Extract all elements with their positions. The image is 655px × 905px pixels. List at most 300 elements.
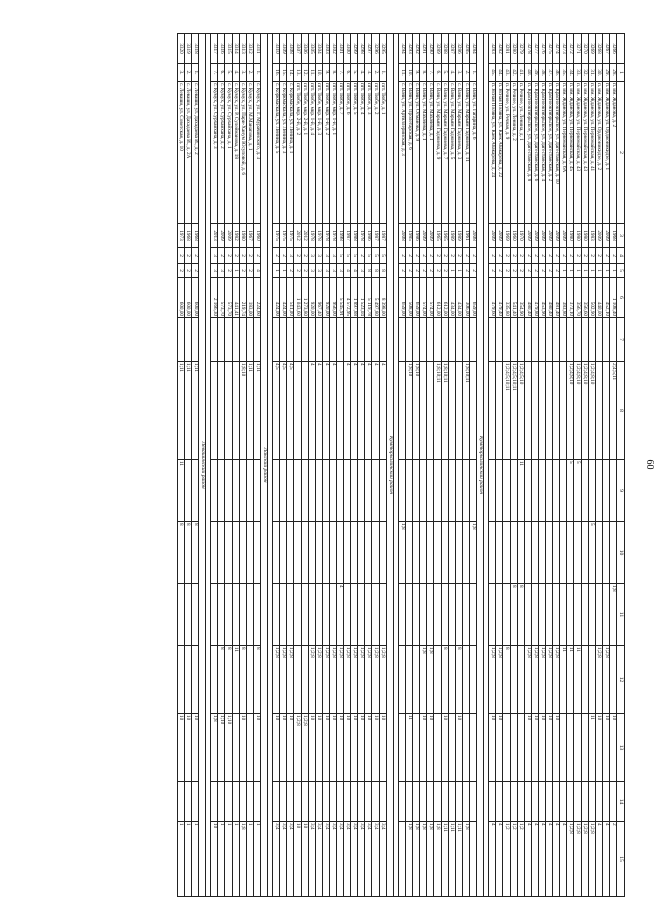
table-cell: пгт. Тюбе, мкр. 1-й, д. 2 <box>322 82 329 224</box>
table-cell: 2 <box>225 248 232 264</box>
table-cell: 6. <box>344 64 351 82</box>
table-cell: 1986 <box>413 224 420 248</box>
table-cell: 4 <box>524 822 531 897</box>
table-cell: 479,60 <box>489 278 496 318</box>
table-cell <box>287 460 294 522</box>
table-cell: 1965 <box>441 224 448 248</box>
table-cell <box>581 646 588 714</box>
table-cell <box>588 584 595 646</box>
table-cell <box>239 522 246 584</box>
table-cell: 1. <box>191 64 198 82</box>
table-cell: 1965 <box>434 224 441 248</box>
table-cell <box>531 318 538 362</box>
table-cell <box>420 584 427 646</box>
table-cell <box>609 318 616 362</box>
table-cell: 1961 <box>462 224 469 248</box>
table-cell: 2 <box>191 248 198 264</box>
table-cell <box>602 522 609 584</box>
table-cell: 2 <box>560 248 567 264</box>
table-cell: 35. <box>560 64 567 82</box>
table-cell <box>294 318 301 362</box>
table-cell: 1970 <box>517 224 524 248</box>
table-cell: 5. <box>225 64 232 82</box>
table-cell: 1980 <box>567 224 574 248</box>
table-cell: п. им. Жданова, д. 2 <box>609 82 616 224</box>
table-cell: 1 <box>448 264 455 278</box>
table-cell <box>294 522 301 584</box>
table-cell: 2 <box>294 264 301 278</box>
table-cell: 1;2;4;8;10 <box>588 362 595 460</box>
table-cell: 1;2;8 <box>372 646 379 714</box>
table-cell: 10 <box>287 714 294 782</box>
table-cell <box>225 460 232 522</box>
table-cell <box>517 646 524 714</box>
table-cell <box>344 318 351 362</box>
table-cell: 10 <box>420 714 427 782</box>
table-cell: 2 <box>441 264 448 278</box>
table-cell: 2 <box>406 264 413 278</box>
table-cell: 1;8;10;11 <box>441 362 448 460</box>
table-cell: 2 166,30 <box>211 278 218 318</box>
table-cell: 4 <box>344 362 351 460</box>
table-cell: 34. <box>567 64 574 82</box>
table-cell: 8 <box>441 646 448 714</box>
table-cell: 452,10 <box>602 278 609 318</box>
table-cell: п. им. Жданова, ул. Первомайская, д. 41 <box>588 82 595 224</box>
table-cell: 3;4 <box>344 822 351 897</box>
table-cell: 3 <box>287 248 294 264</box>
table-cell: п. им. Жданова, ул. Орджоникидзе, д. 2 <box>595 82 602 224</box>
table-cell <box>524 522 531 584</box>
table-cell <box>427 318 434 362</box>
table-cell <box>351 460 358 522</box>
table-cell: 1;2;4;8;10 <box>581 362 588 460</box>
table-cell: 2013 <box>211 224 218 248</box>
table-cell: с. Вачи, ул. Махачева, д. 1 <box>420 82 427 224</box>
table-cell: 10 <box>609 714 616 782</box>
table-cell <box>469 714 476 782</box>
table-cell: 10 <box>315 714 322 782</box>
table-cell: 10 <box>177 714 184 782</box>
table-cell <box>406 584 413 646</box>
table-row <box>496 34 503 897</box>
table-cell: 1 108,40 <box>609 278 616 318</box>
table-cell <box>441 782 448 822</box>
table-cell: 1 <box>595 264 602 278</box>
header-cell: 14 <box>617 782 625 822</box>
table-row <box>365 34 372 897</box>
table-row <box>294 34 301 897</box>
table-cell <box>553 584 560 646</box>
table-cell <box>211 782 218 822</box>
table-cell <box>406 782 413 822</box>
table-cell <box>280 460 287 522</box>
table-cell <box>239 782 246 822</box>
table-cell: 2;4;5;11 <box>609 362 616 460</box>
table-cell: 5 <box>379 248 386 264</box>
table-cell <box>567 522 574 584</box>
table-cell: 1;2;8 <box>322 646 329 714</box>
table-cell <box>602 362 609 460</box>
table-cell: 1;2;8 <box>301 714 308 782</box>
table-cell <box>434 318 441 362</box>
table-cell <box>538 782 545 822</box>
table-cell <box>337 362 344 460</box>
table-cell <box>177 318 184 362</box>
table-cell: 10 <box>595 714 602 782</box>
section-row <box>386 34 393 897</box>
table-cell: 36. <box>553 64 560 82</box>
table-cell: 2 <box>273 248 280 264</box>
table-row <box>510 34 517 897</box>
table-cell: 3;4 <box>351 822 358 897</box>
table-cell: 37. <box>546 64 553 82</box>
table-cell: 2 <box>406 248 413 264</box>
table-row <box>184 34 191 897</box>
table-row <box>337 34 344 897</box>
table-cell: 2 <box>574 248 581 264</box>
table-cell: пгт. Тюбе, д. 4 <box>358 82 365 224</box>
table-cell: с. Коркмаскала, ул. Ленина, д. 3 <box>280 82 287 224</box>
table-cell: 1;2;8 <box>273 646 280 714</box>
table-cell <box>588 460 595 522</box>
table-cell: 1;11 <box>184 362 191 460</box>
table-cell: 4 <box>546 822 553 897</box>
table-cell: 3281 <box>503 34 510 64</box>
table-cell: 4 <box>329 362 336 460</box>
section-row <box>198 34 205 897</box>
table-cell: 1;2;8 <box>538 646 545 714</box>
table-cell: 3320 <box>177 34 184 64</box>
table-cell: с. Кумух, ул. Сурхайхана, д. 2 <box>218 82 225 224</box>
table-row <box>448 34 455 897</box>
table-cell <box>211 362 218 460</box>
table-cell: 8 <box>253 646 260 714</box>
table-cell: 1978 <box>358 224 365 248</box>
table-cell <box>191 460 198 522</box>
table-cell: 1;2;8 <box>489 646 496 714</box>
table-cell <box>218 782 225 822</box>
table-cell: 1987 <box>372 224 379 248</box>
table-cell: 3287 <box>448 34 455 64</box>
table-cell: 4 <box>344 264 351 278</box>
table-cell: с. Вачи, ул. Пролетарская, д. 6 <box>406 82 413 224</box>
table-cell <box>546 460 553 522</box>
table-cell: 1;2;8 <box>294 714 301 782</box>
table-cell <box>218 522 225 584</box>
header-cell: 5 <box>617 264 625 278</box>
table-cell <box>372 522 379 584</box>
table-row <box>225 34 232 897</box>
table-cell: 2009 <box>420 224 427 248</box>
table-cell <box>531 584 538 646</box>
table-cell <box>337 460 344 522</box>
table-cell <box>398 318 405 362</box>
table-cell <box>441 522 448 584</box>
table-cell: 1960 <box>253 224 260 248</box>
table-cell <box>273 318 280 362</box>
table-cell: 5 119,78 <box>365 278 372 318</box>
table-cell <box>560 362 567 460</box>
table-cell: 3293 <box>406 34 413 64</box>
table-cell: 2 <box>510 248 517 264</box>
table-cell: 1980 <box>239 224 246 248</box>
spacer-cell <box>484 34 489 897</box>
table-cell: 3;4 <box>372 822 379 897</box>
table-cell <box>287 782 294 822</box>
table-cell: 4. <box>358 64 365 82</box>
table-cell <box>434 460 441 522</box>
table-cell <box>441 460 448 522</box>
table-cell <box>455 522 462 584</box>
table-cell <box>337 318 344 362</box>
table-cell: 2 <box>496 248 503 264</box>
table-row <box>524 34 531 897</box>
table-cell <box>588 318 595 362</box>
table-cell <box>531 522 538 584</box>
table-cell: 4 <box>351 362 358 460</box>
table-cell <box>301 460 308 522</box>
table-cell: 1 <box>280 264 287 278</box>
table-cell <box>177 584 184 646</box>
table-cell: 1;11 <box>441 822 448 897</box>
table-cell: 3 <box>315 248 322 264</box>
table-cell <box>218 584 225 646</box>
table-cell: 8 <box>517 584 524 646</box>
table-row <box>560 34 567 897</box>
table-row <box>420 34 427 897</box>
table-cell: 7. <box>211 64 218 82</box>
table-cell <box>609 646 616 714</box>
table-cell: 4;5 <box>287 362 294 460</box>
table-cell <box>308 584 315 646</box>
table-cell: 1;2;8 <box>315 646 322 714</box>
table-cell: пгт. Тюбе, мкр. 2-й, д. 1 <box>301 82 308 224</box>
spacer-cell <box>393 34 398 897</box>
table-cell: п. Краснооктябрьское, ул. Дагестанская, д. 10 <box>553 82 560 224</box>
table-cell <box>455 460 462 522</box>
table-cell: с. Вачи, ул. Марьям Гаджиева, д. 3 <box>455 82 462 224</box>
table-cell: 1;11 <box>253 362 260 460</box>
table-row <box>413 34 420 897</box>
table-cell <box>546 782 553 822</box>
table-cell <box>595 584 602 646</box>
table-cell: 2009 <box>553 224 560 248</box>
table-cell <box>191 782 198 822</box>
table-cell: 2008 <box>469 224 476 248</box>
table-cell: 11 <box>232 646 239 714</box>
table-cell <box>469 822 476 897</box>
table-cell: 1980 <box>581 224 588 248</box>
table-cell: 3. <box>177 64 184 82</box>
table-cell: с. Коркмаскала, ул. Ленина, д. 5 <box>273 82 280 224</box>
table-cell <box>413 646 420 714</box>
table-cell <box>211 460 218 522</box>
table-cell <box>337 782 344 822</box>
table-cell <box>280 782 287 822</box>
table-cell: п. Речное, ул. Ленина, д. 2 <box>510 82 517 224</box>
table-cell: 511,00 <box>287 278 294 318</box>
table-cell: 1;8 <box>609 584 616 646</box>
table-cell: 10 <box>379 714 386 782</box>
table-cell <box>398 782 405 822</box>
table-cell <box>232 782 239 822</box>
table-row <box>351 34 358 897</box>
table-cell <box>406 646 413 714</box>
table-cell: 2 <box>184 264 191 278</box>
table-cell <box>184 318 191 362</box>
table-cell: 2 <box>510 264 517 278</box>
table-cell: 3307 <box>294 34 301 64</box>
table-cell: 4 <box>365 362 372 460</box>
table-cell: пгт. Тюбе, мкр. 2-й, д. 2 <box>294 82 301 224</box>
table-cell <box>510 522 517 584</box>
table-cell <box>427 584 434 646</box>
table-cell <box>398 362 405 460</box>
table-cell <box>420 782 427 822</box>
table-cell <box>372 318 379 362</box>
table-cell: 2 <box>469 248 476 264</box>
table-cell: 306,00 <box>462 278 469 318</box>
table-cell <box>462 714 469 782</box>
table-cell <box>329 584 336 646</box>
table-cell <box>294 782 301 822</box>
table-row <box>434 34 441 897</box>
table-cell: 5 <box>588 522 595 584</box>
table-cell: 4. <box>232 64 239 82</box>
table-cell: 2 <box>517 248 524 264</box>
table-cell <box>301 646 308 714</box>
table-cell: 4 <box>595 822 602 897</box>
table-cell <box>448 522 455 584</box>
table-cell <box>531 460 538 522</box>
table-row <box>427 34 434 897</box>
table-cell: 1968 <box>191 224 198 248</box>
table-cell: 2 <box>191 264 198 278</box>
table-cell: 3 <box>329 248 336 264</box>
table-cell <box>253 460 260 522</box>
section-row <box>477 34 484 897</box>
table-cell: 10 <box>239 714 246 782</box>
table-cell: 3. <box>455 64 462 82</box>
header-cell <box>617 34 625 64</box>
table-cell: 1980 <box>574 224 581 248</box>
table-cell: 4 <box>602 822 609 897</box>
table-cell: 2 <box>489 264 496 278</box>
table-cell: 479,40 <box>496 278 503 318</box>
table-cell <box>280 318 287 362</box>
table-cell: с. Вачи, ул. Марьям Гаджиева, д. 9 <box>434 82 441 224</box>
table-cell <box>427 460 434 522</box>
table-row <box>273 34 280 897</box>
table-cell <box>225 318 232 362</box>
table-cell <box>469 646 476 714</box>
header-cell: 9 <box>617 460 625 522</box>
table-cell: п. Краснооктябрьское, ул. Дагестанская, д. 4 <box>538 82 545 224</box>
table-cell <box>434 522 441 584</box>
table-cell <box>379 460 386 522</box>
table-cell <box>239 460 246 522</box>
table-cell: 6. <box>434 64 441 82</box>
table-cell: п. им. Жданова, ул. Первомайская, д. 6А <box>560 82 567 224</box>
table-cell <box>595 318 602 362</box>
table-cell: 11. <box>398 64 405 82</box>
table-cell: 2 <box>301 264 308 278</box>
section-title: Кумторкалинский район <box>386 34 393 897</box>
spacer-row <box>393 34 398 897</box>
table-cell <box>538 522 545 584</box>
table-cell <box>315 782 322 822</box>
table-cell: 11 <box>560 646 567 714</box>
table-cell: 12. <box>301 64 308 82</box>
table-cell: 481,40 <box>553 278 560 318</box>
table-cell <box>225 584 232 646</box>
table-cell: 3295 <box>379 34 386 64</box>
table-cell: 10 <box>441 714 448 782</box>
table-cell: 3;4 <box>315 822 322 897</box>
table-cell: 10 <box>427 714 434 782</box>
table-cell: 2 <box>398 248 405 264</box>
table-cell <box>588 646 595 714</box>
table-cell: 1;2;4;5;10;11 <box>510 362 517 460</box>
table-cell: 183,00 <box>246 278 253 318</box>
table-cell: 2 <box>177 264 184 278</box>
table-cell <box>301 584 308 646</box>
table-cell <box>517 318 524 362</box>
section-title: Лакский район <box>260 34 267 897</box>
table-cell <box>211 522 218 584</box>
header-cell: 4 <box>617 248 625 264</box>
table-cell <box>191 584 198 646</box>
table-cell: 8 <box>225 646 232 714</box>
table-cell: 3289 <box>434 34 441 64</box>
table-cell: 2 <box>239 248 246 264</box>
table-cell: 3279 <box>517 34 524 64</box>
table-cell: 1 <box>581 264 588 278</box>
table-row <box>406 34 413 897</box>
table-cell: с. Вачи, ул. Артиллерийская, д. 3 <box>398 82 405 224</box>
table-cell: пгт. Тюбе, д. 5 <box>351 82 358 224</box>
table-row <box>218 34 225 897</box>
table-cell: 11 <box>406 714 413 782</box>
table-cell <box>581 522 588 584</box>
table-cell: 1;11 <box>177 362 184 460</box>
table-cell: 1;2 <box>503 822 510 897</box>
table-cell: 1;11 <box>448 822 455 897</box>
table-cell: 1;8 <box>239 822 246 897</box>
table-cell: 8 <box>372 264 379 278</box>
table-cell: 7. <box>427 64 434 82</box>
table-cell: 10 <box>322 714 329 782</box>
table-cell: 1978 <box>329 224 336 248</box>
table-cell <box>184 646 191 714</box>
table-cell: 1978 <box>315 224 322 248</box>
table-cell: пгт. Тюбе, д. 3 <box>365 82 372 224</box>
table-cell <box>546 362 553 460</box>
table-cell: 40. <box>524 64 531 82</box>
table-cell: 1;8 <box>420 822 427 897</box>
table-cell <box>246 460 253 522</box>
table-cell: 1;8 <box>413 822 420 897</box>
rotated-table-wrapper <box>33 33 655 896</box>
table-cell: 3275 <box>546 34 553 64</box>
table-cell <box>420 460 427 522</box>
table-cell: 1;2;8 <box>351 646 358 714</box>
table-cell <box>273 460 280 522</box>
table-cell: 659,00 <box>413 278 420 318</box>
spacer-row <box>206 34 211 897</box>
table-cell: 11 <box>177 460 184 522</box>
